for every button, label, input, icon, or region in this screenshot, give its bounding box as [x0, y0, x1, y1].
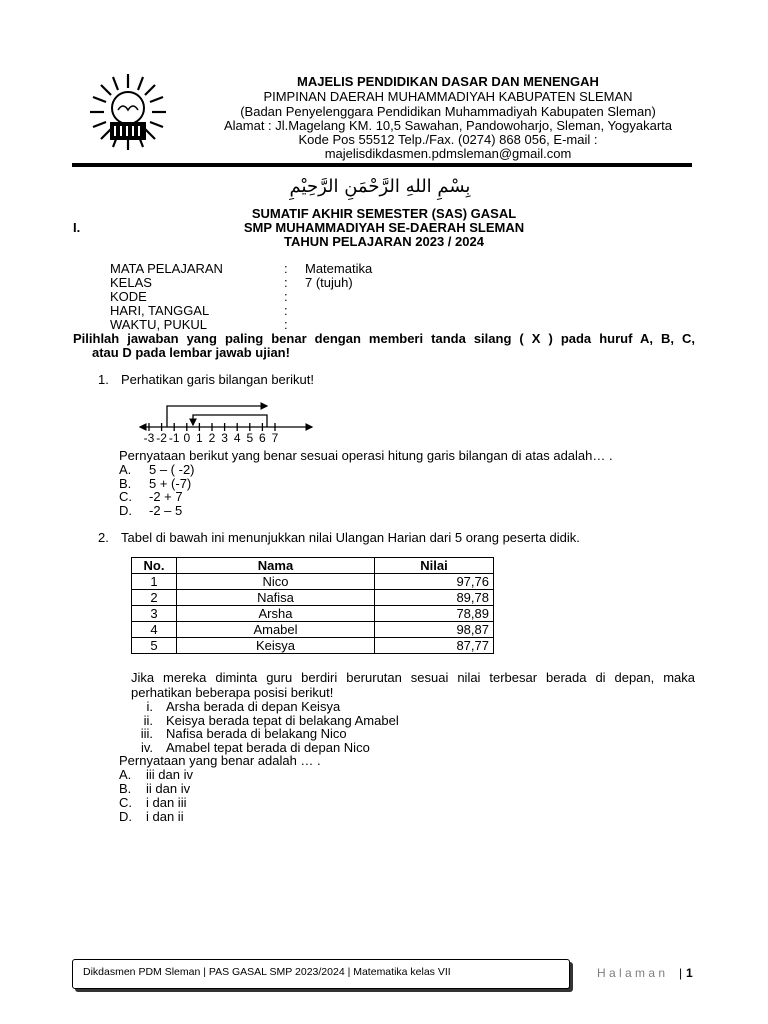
position-item [119, 713, 479, 727]
cell-no: 3 [132, 606, 177, 622]
q1-text: Perhatikan garis bilangan berikut! [121, 372, 314, 387]
footer-page-word: H a l a m a n [597, 966, 666, 980]
cell-no: 4 [132, 622, 177, 638]
number-line-label: 4 [233, 431, 241, 445]
number-line-label: -2 [156, 431, 167, 445]
position-num: iii. [140, 726, 153, 741]
number-line-label: 0 [183, 431, 191, 445]
option-text: iii dan iv [146, 767, 193, 782]
q1-statement: Pernyataan berikut yang benar sesuai operasi hitung garis bilangan di atas adalah… . [119, 448, 613, 463]
cell-no: 5 [132, 638, 177, 654]
q1-options [119, 462, 319, 516]
table-row [132, 574, 494, 590]
number-line-label: 2 [208, 431, 216, 445]
footer-separator: | [679, 966, 683, 980]
option-text: i dan ii [146, 809, 184, 824]
option-text: 5 + (-7) [149, 475, 192, 491]
number-line [138, 398, 318, 446]
table-header-row [132, 558, 494, 574]
position-item [119, 726, 479, 740]
cell-nilai: 98,87 [375, 622, 494, 638]
position-item [119, 699, 479, 713]
q1-option [119, 462, 319, 476]
q1-option [119, 489, 319, 503]
cell-nilai: 78,89 [375, 606, 494, 622]
q1-option [119, 503, 319, 517]
table-row [132, 590, 494, 606]
header-line2: PIMPINAN DAERAH MUHAMMADIYAH KABUPATEN SLEMAN [263, 89, 633, 104]
info-label: HARI, TANGGAL [110, 303, 210, 318]
cell-nama: Nico [177, 574, 375, 590]
position-num: i. [146, 699, 153, 714]
info-row [110, 303, 410, 317]
header-line1: MAJELIS PENDIDIKAN DASAR DAN MENENGAH [297, 74, 599, 89]
number-line-label: -3 [143, 431, 155, 445]
option-text: -2 + 7 [149, 489, 183, 504]
footer-page-number: 1 [686, 966, 693, 980]
info-label: KODE [110, 289, 147, 304]
number-line-label: 3 [221, 431, 228, 445]
option-letter: A. [119, 767, 132, 782]
position-text: Nafisa berada di belakang Nico [166, 726, 347, 741]
position-num: iv. [140, 739, 153, 755]
jump-arrow-left [193, 415, 267, 427]
col-header-no: No. [132, 558, 177, 574]
option-letter: D. [119, 502, 132, 518]
table-row [132, 606, 494, 622]
cell-nilai: 89,78 [375, 590, 494, 606]
info-row [110, 317, 410, 331]
exam-title2: SMP MUHAMMADIYAH SE-DAERAH SLEMAN [243, 220, 525, 235]
cell-nilai: 87,77 [375, 638, 494, 654]
exam-title3: TAHUN PELAJARAN 2023 / 2024 [284, 234, 484, 249]
table-row [132, 622, 494, 638]
option-letter: B. [119, 475, 132, 491]
header-line4: Alamat : Jl.Magelang KM. 10,5 Sawahan, Pandowoharjo, Sleman, Yogyakarta [223, 118, 673, 133]
q1-number: 1. [98, 372, 109, 387]
cell-nilai: 97,76 [375, 574, 494, 590]
number-line-label: 7 [271, 431, 279, 445]
q2-positions [119, 699, 479, 753]
number-line-label: 5 [246, 431, 254, 445]
cell-nama: Keisya [177, 638, 375, 654]
exam-roman-numeral: I. [73, 220, 81, 235]
instruction-line2: atau D pada lembar jawab ujian! [92, 345, 290, 360]
number-line-label: 1 [196, 431, 203, 445]
footer-box [72, 959, 570, 989]
cell-nama: Nafisa [177, 590, 375, 606]
q2-option [119, 795, 319, 809]
option-letter: A. [119, 462, 132, 477]
info-row [110, 261, 410, 275]
q2-number: 2. [98, 530, 109, 545]
instruction-line1: Pilihlah jawaban yang paling benar dengan memberi tanda silang ( X ) pada huruf A, B, C, [73, 331, 695, 346]
number-line-label: -1 [168, 431, 180, 445]
info-colon: : [284, 289, 288, 304]
col-header-nama: Nama [177, 558, 375, 574]
info-row [110, 289, 410, 303]
q2-para-line1: Jika mereka diminta guru berdiri berurutan sesuai nilai terbesar berada di depan, maka [131, 670, 695, 685]
info-colon: : [284, 303, 288, 318]
scores-table [131, 557, 494, 654]
position-text: Arsha berada di depan Keisya [166, 699, 341, 714]
header-line3: (Badan Penyelenggara Pendidikan Muhammadiyah Kabupaten Sleman) [240, 104, 656, 119]
cell-nama: Arsha [177, 606, 375, 622]
cell-nama: Amabel [177, 622, 375, 638]
option-letter: C. [119, 795, 132, 810]
info-label: WAKTU, PUKUL [110, 317, 208, 332]
info-value: Matematika [305, 261, 373, 276]
option-text: 5 – ( -2) [149, 462, 195, 477]
header-divider [72, 163, 692, 167]
exam-title1: SUMATIF AKHIR SEMESTER (SAS) GASAL [251, 206, 517, 221]
position-item [119, 740, 479, 754]
option-text: ii dan iv [146, 781, 191, 796]
info-value: 7 (tujuh) [305, 275, 353, 290]
info-block [110, 261, 410, 331]
option-text: i dan iii [146, 795, 187, 810]
cell-no: 1 [132, 574, 177, 590]
info-colon: : [284, 275, 288, 290]
header-line6: majelisdikdasmen.pdmsleman@gmail.com [324, 146, 572, 161]
q2-option [119, 781, 319, 795]
option-letter: B. [119, 781, 132, 796]
q2-option [119, 767, 319, 781]
q2-option [119, 809, 319, 823]
q2-options [119, 767, 319, 823]
q2-statement: Pernyataan yang benar adalah … . [119, 753, 321, 768]
info-colon: : [284, 261, 288, 276]
header-line5: Kode Pos 55512 Telp./Fax. (0274) 868 056, E-mail : [298, 132, 598, 147]
col-header-nilai: Nilai [375, 558, 494, 574]
option-letter: D. [119, 809, 132, 824]
basmalah: بِسْمِ اللهِ الرَّحْمَنِ الرَّحِيْمِ [289, 176, 471, 197]
number-line-label: 6 [259, 431, 266, 445]
position-text: Amabel tepat berada di depan Nico [166, 739, 370, 755]
info-row [110, 275, 410, 289]
info-label: MATA PELAJARAN [110, 261, 223, 276]
cell-no: 2 [132, 590, 177, 606]
q1-option [119, 476, 319, 490]
position-num: ii. [143, 712, 153, 728]
footer-text: Dikdasmen PDM Sleman | PAS GASAL SMP 2023/2024 | Matematika kelas VII [83, 966, 451, 978]
q2-text: Tabel di bawah ini menunjukkan nilai Ulangan Harian dari 5 orang peserta didik. [121, 530, 580, 545]
option-text: -2 – 5 [149, 502, 183, 518]
jump-arrow-right [167, 406, 267, 427]
info-colon: : [284, 317, 288, 332]
info-label: KELAS [110, 275, 152, 290]
position-text: Keisya berada tepat di belakang Amabel [166, 712, 399, 728]
option-letter: C. [119, 489, 132, 504]
q2-para-line2: perhatikan beberapa posisi berikut! [131, 685, 334, 700]
table-row [132, 638, 494, 654]
